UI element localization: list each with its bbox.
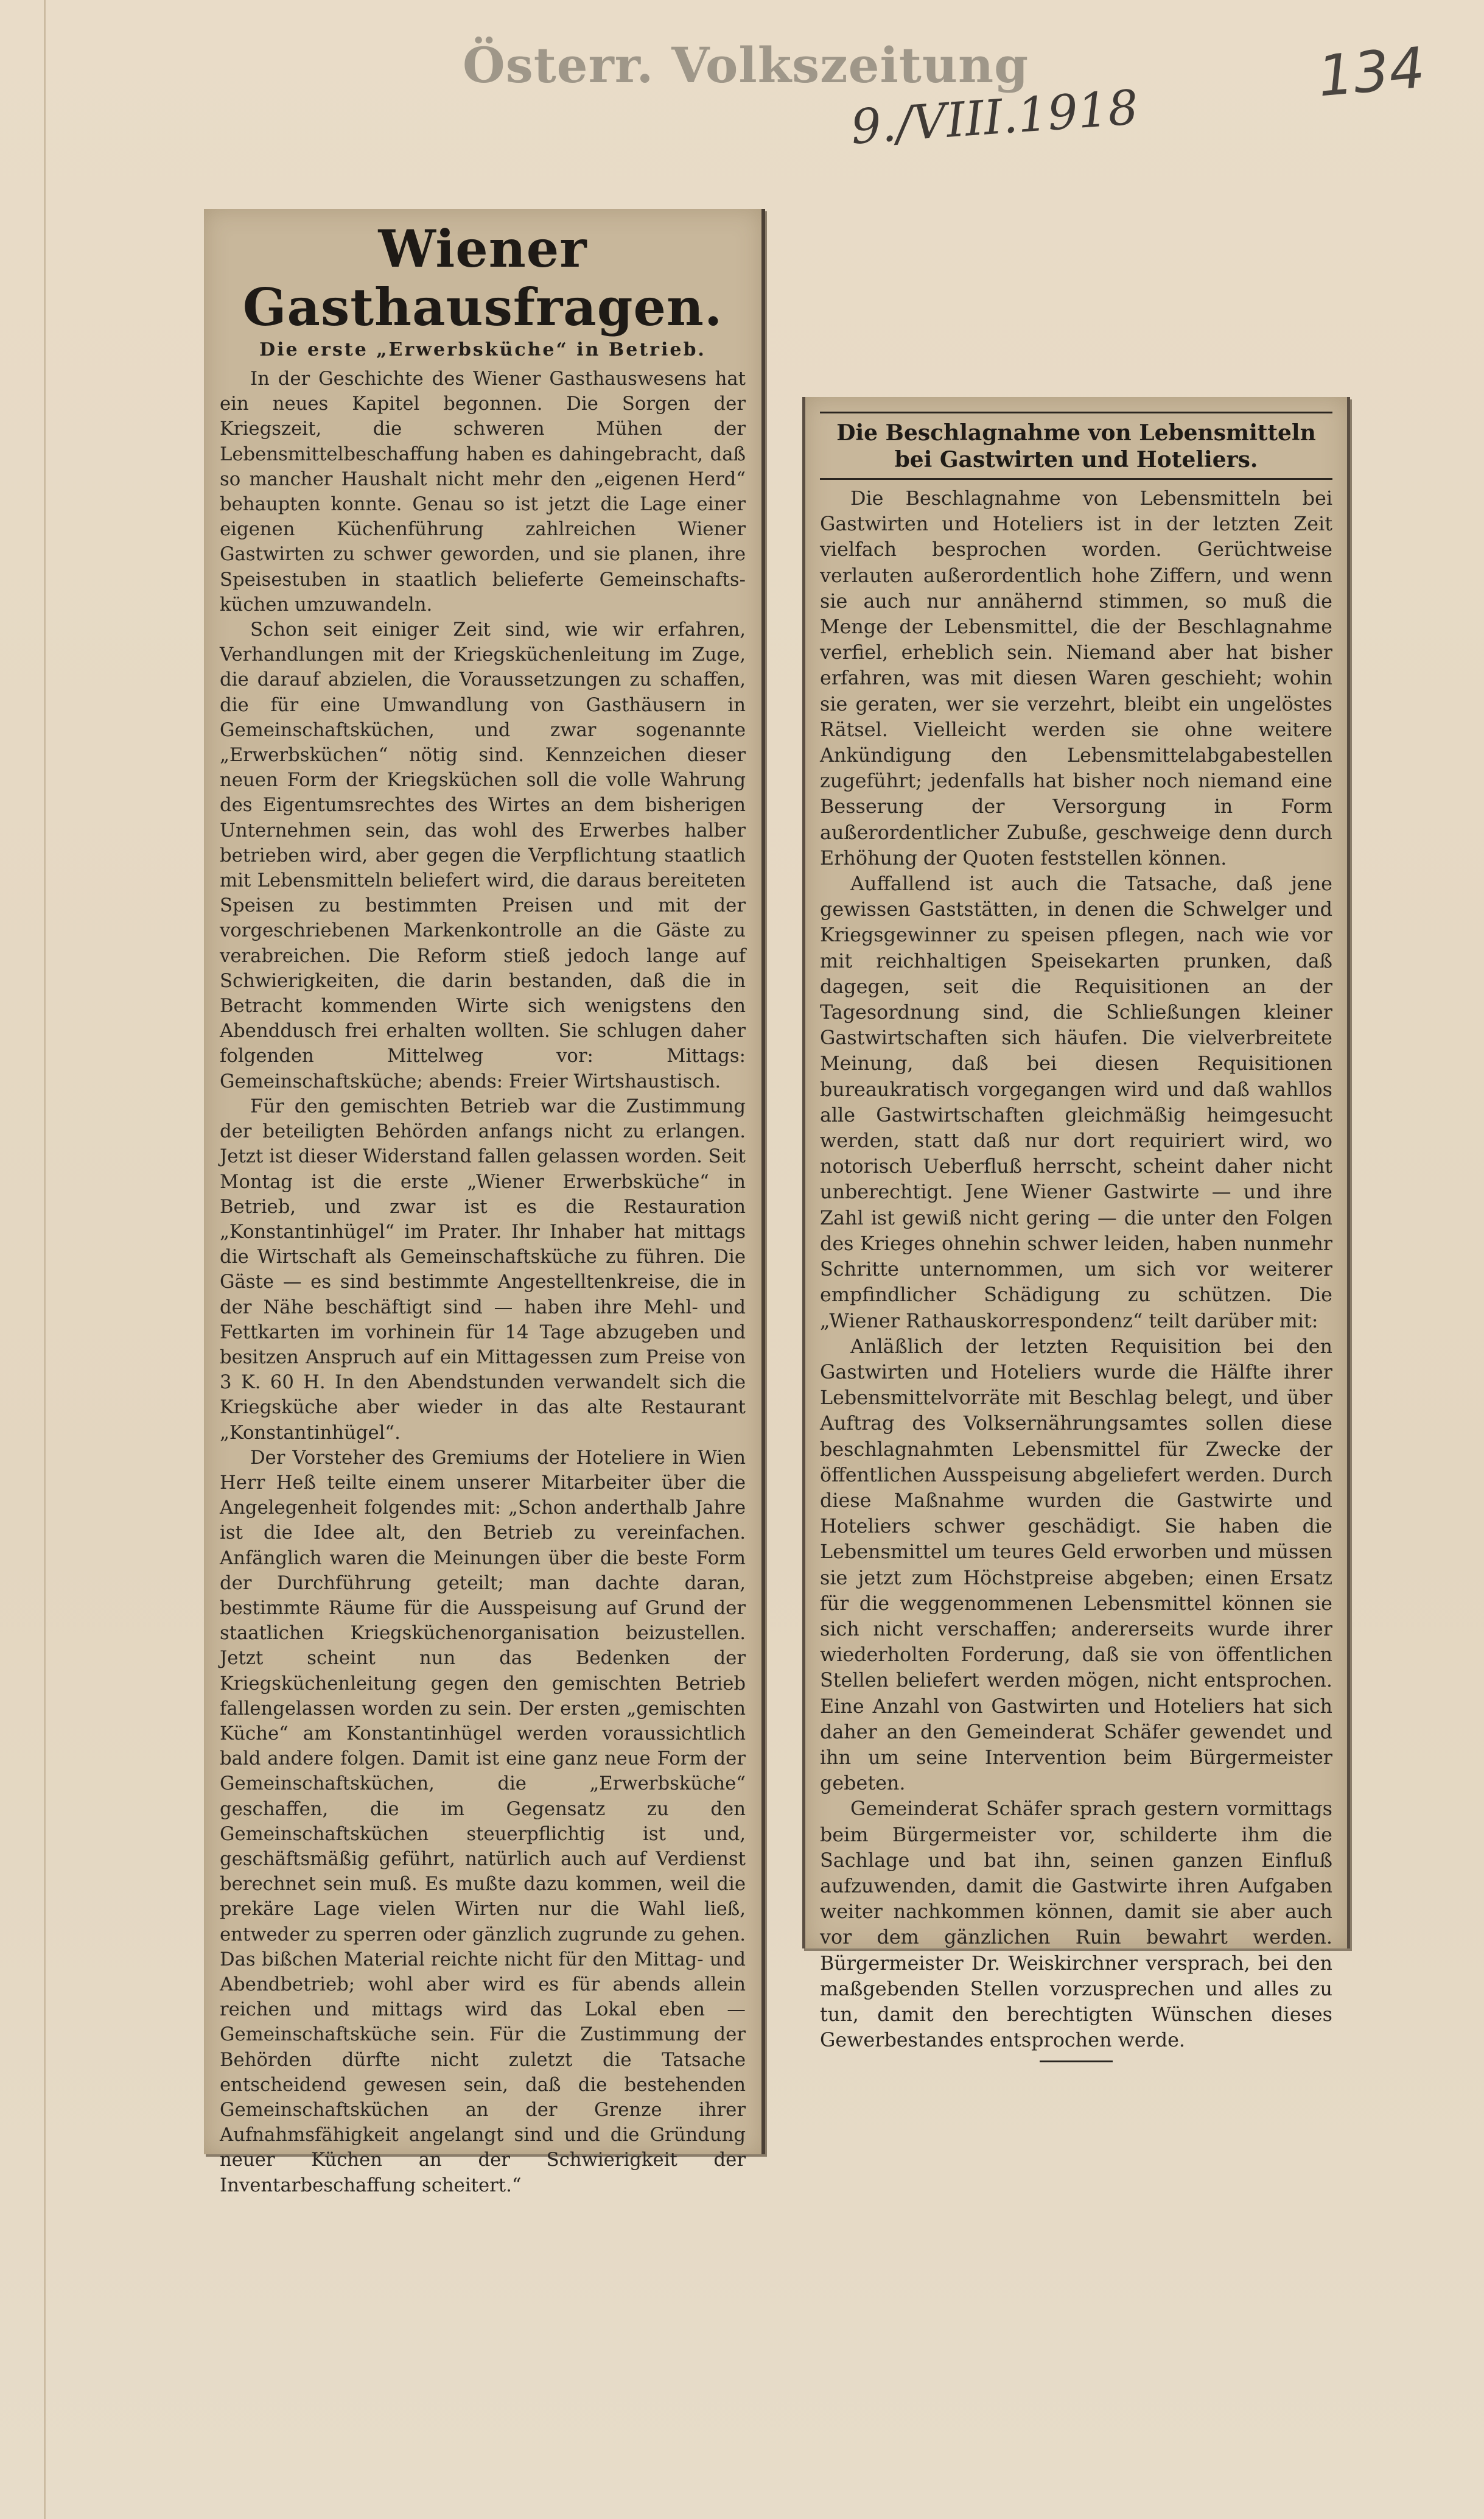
end-rule <box>1040 2061 1113 2062</box>
newspaper-source-stamp: Österr. Volkszeitung <box>463 37 1029 94</box>
article-paragraph: Anläßlich der letzten Requisition bei den Gastwirten und Hoteliers wurde die Hälfte ihrer Lebensmittelvorräte mit Beschlag belegt, und über Auftrag des Volksernährungsamtes sollen diese beschlagnahmten Lebensmittel für Zwecke der öffentlichen Ausspeisung abgeliefert werden. Durch diese Maßnahme wurden die Gastwirte und Hoteliers schwer geschädigt. Sie haben die Lebensmittel um teures Geld erworben und müssen sie jetzt zum Höchstpreise abgeben; einen Ersatz für die weggenommenen Lebensmittel können sie sich nicht verschaffen; andererseits wurde ihrer wiederholten Forderung, daß sie von öffentlichen Stellen beliefert werden mögen, nicht entsprochen. Eine Anzahl von Gastwirten und Hoteliers hat sich daher an den Gemeinderat Schäfer gewendet und ihn um seine Intervention beim Bürgermeister gebeten. <box>820 1335 1332 1795</box>
clipping-beschlagnahme <box>802 397 1350 2052</box>
article-paragraph: Gemeinderat Schäfer sprach gestern vormittags beim Bürgermeister vor, schilderte ihm die Sachlage und bat ihn, seinen ganzen Einfluß aufzuwenden, damit die Gastwirte ihren Aufgaben weiter nachkommen können, damit sie aber auch vor dem gänzlichen Ruin bewahrt werden. Bürgermeister Dr. Weiskirchner versprach, bei den maßgebenden Stellen vorzusprechen und alles zu tun, damit den berechtigten Wünschen dieses Gewerbestandes entsprochen werde. <box>820 1797 1332 2052</box>
article-paragraph: Schon seit einiger Zeit sind, wie wir erfahren, Verhandlungen mit der Kriegsküchenleitung im Zuge, die darauf abzielen, die Voraussetzungen zu schaffen, die für eine Umwandlung von Gasthäusern in Gemeinschaftsküchen, und zwar sogenannte „Erwerbsküchen“ nötig sind. Kennzeichen dieser neuen Form der Kriegsküchen soll die volle Wahrung des Eigentumsrechtes des Wirtes an dem bisherigen Unternehmen sein, das wohl des Erwerbes halber betrieben wird, aber gegen die Verpflichtung staatlich mit Lebensmitteln beliefert wird, die daraus bereiteten Speisen zu bestimmten Preisen und mit der vorgeschriebenen Markenkontrolle an die Gäste zu verabreichen. Die Reform stieß jedoch lange auf Schwierigkeiten, die darin bestanden, daß die in Betracht kommenden Wirte sich wenigstens den Abenddusch frei erhalten wollten. Sie schlugen daher folgenden Mittelweg vor: Mittags: Gemeinschaftsküche; abends: Freier Wirtshaustisch. <box>220 619 746 1092</box>
article-paragraph: In der Geschichte des Wiener Gasthauswesens hat ein neues Kapitel begonnen. Die Sorgen der Kriegszeit, die schweren Mühen der Lebensmittelbeschaffung haben es dahingebracht, daß so mancher Haushalt nicht mehr den „eigenen Herd“ behaupten konnte. Genau so ist jetzt die Lage einer eigenen Küchenführung zahlreichen Wiener Gastwirten zu schwer geworden, und sie planen, ihre Speisestuben in staatlich belieferte Gemeinschaftsküchen umzuwandeln. <box>220 368 746 616</box>
sheet-edge-line <box>44 0 46 2519</box>
headline-rule <box>820 478 1332 480</box>
article-body <box>820 486 1332 2053</box>
article-headline: Wiener Gasthausfragen. <box>242 219 723 337</box>
archive-number: 134 <box>1315 35 1427 110</box>
handwritten-date: 9./VIII.1918 <box>849 80 1140 155</box>
article-paragraph: Der Vorsteher des Gremiums der Hoteliere in Wien Herr Heß teilte einem unserer Mitarbeiter über die Angelegenheit folgendes mit: „Schon anderthalb Jahre ist die Idee alt, den Betrieb zu vereinfachen. Anfänglich waren die Meinungen über die beste Form der Durchführung geteilt; man dachte daran, bestimmte Räume für die Ausspeisung auf Grund der staatlichen Kriegsküchenorganisation beizustellen. Jetzt scheint nun das Bedenken der Kriegsküchenleitung gegen den gemischten Betrieb fallengelassen worden zu sein. Der ersten „gemischten Küche“ am Konstantinhügel werden voraussichtlich bald andere folgen. Damit ist eine ganz neue Form der Gemeinschaftsküchen, die „Erwerbsküche“ geschaffen, die im Gegensatz zu den Gemeinschaftsküchen steuerpflichtig ist und, geschäftsmäßig geführt, natürlich auch auf Verdienst berechnet sein muß. Es mußte dazu kommen, weil die prekäre Lage vielen Wirten nur die Wahl ließ, entweder zu sperren oder gänzlich zugrunde zu gehen. Das bißchen Material reichte nicht für den Mittag- und Abendbetrieb; wohl aber wird es für abends allein reichen und mittags wird das Lokal eben — Gemeinschaftsküche sein. Für die Zustimmung der Behörden dürfte nicht zuletzt die Tatsache entscheidend gewesen sein, daß die bestehenden Gemeinschaftsküchen an der Grenze ihrer Aufnahmsfähigkeit angelangt sind und die Gründung neuer Küchen an der Schwierigkeit der Inventarbeschaffung scheitert.“ <box>220 1447 746 2196</box>
article-paragraph: Die Beschlagnahme von Lebensmitteln bei Gastwirten und Hoteliers ist in der letzten Zeit vielfach besprochen worden. Gerüchtweise verlauten außerordentlich hohe Ziffern, und wenn sie auch nur annähernd stimmen, so muß die Menge der Lebensmittel, die der Beschlagnahme verfiel, erheblich sein. Niemand aber hat bisher erfahren, was mit diesen Waren geschieht; wohin sie geraten, wer sie verzehrt, bleibt ein ungelöstes Rätsel. Vielleicht werden sie ohne weitere Ankündigung den Lebensmittelabgabestellen zugeführt; jedenfalls hat bisher noch niemand eine Besserung der Versorgung in Form außerordentlicher Zubuße, geschweige denn durch Erhöhung der Quoten feststellen können. <box>820 487 1332 870</box>
article-paragraph: Auffallend ist auch die Tatsache, daß jene gewissen Gaststätten, in denen die Schwelger und Kriegsgewinner zu speisen pflegen, nach wie vor mit reichhaltigen Speisekarten prunken, daß dagegen, seit die Requisitionen an der Tagesordnung sind, die Schließungen kleiner Gastwirtschaften sich häufen. Die vielverbreitete Meinung, daß bei diesen Requisitionen bureaukratisch vorgegangen wird und daß wahllos alle Gastwirtschaften gleichmäßig heimgesucht werden, statt daß nur dort requiriert wird, wo notorisch Ueberfluß herrscht, scheint daher nicht unberechtigt. Jene Wiener Gastwirte — und ihre Zahl ist gewiß nicht gering — die unter den Folgen des Krieges ohnehin schwer leiden, haben nunmehr Schritte unternommen, um sich vor weiterer empfindlicher Schädigung zu schützen. Die „Wiener Rathauskorrespondenz“ teilt darüber mit: <box>820 873 1332 1332</box>
clipping-gasthausfragen <box>204 209 765 2196</box>
top-rule <box>820 412 1332 413</box>
article-body <box>220 367 746 2198</box>
article-headline: Die Beschlagnahme von Lebensmitteln bei Gastwirten und Hoteliers. <box>836 420 1316 473</box>
article-paragraph: Für den gemischten Betrieb war die Zustimmung der beteiligten Behörden anfangs nicht zu erlangen. Jetzt ist dieser Widerstand fallen gelassen worden. Seit Montag ist die erste „Wiener Erwerbsküche“ in Betrieb, und zwar ist es die Restauration „Konstantinhügel“ im Prater. Ihr Inhaber hat mittags die Wirtschaft als Gemeinschaftsküche zu führen. Die Gäste — es sind bestimmte Angestelltenkreise, die in der Nähe beschäftigt sind — haben ihre Mehl- und Fettkarten im vorhinein für 14 Tage abzugeben und besitzen Anspruch auf ein Mittagessen zum Preise von 3 K. 60 H. In den Abendstunden verwandelt sich die Kriegsküche aber wieder in das alte Restaurant „Konstantinhügel“. <box>220 1095 746 1444</box>
article-subheadline: Die erste „Erwerbsküche“ in Betrieb. <box>259 339 706 360</box>
